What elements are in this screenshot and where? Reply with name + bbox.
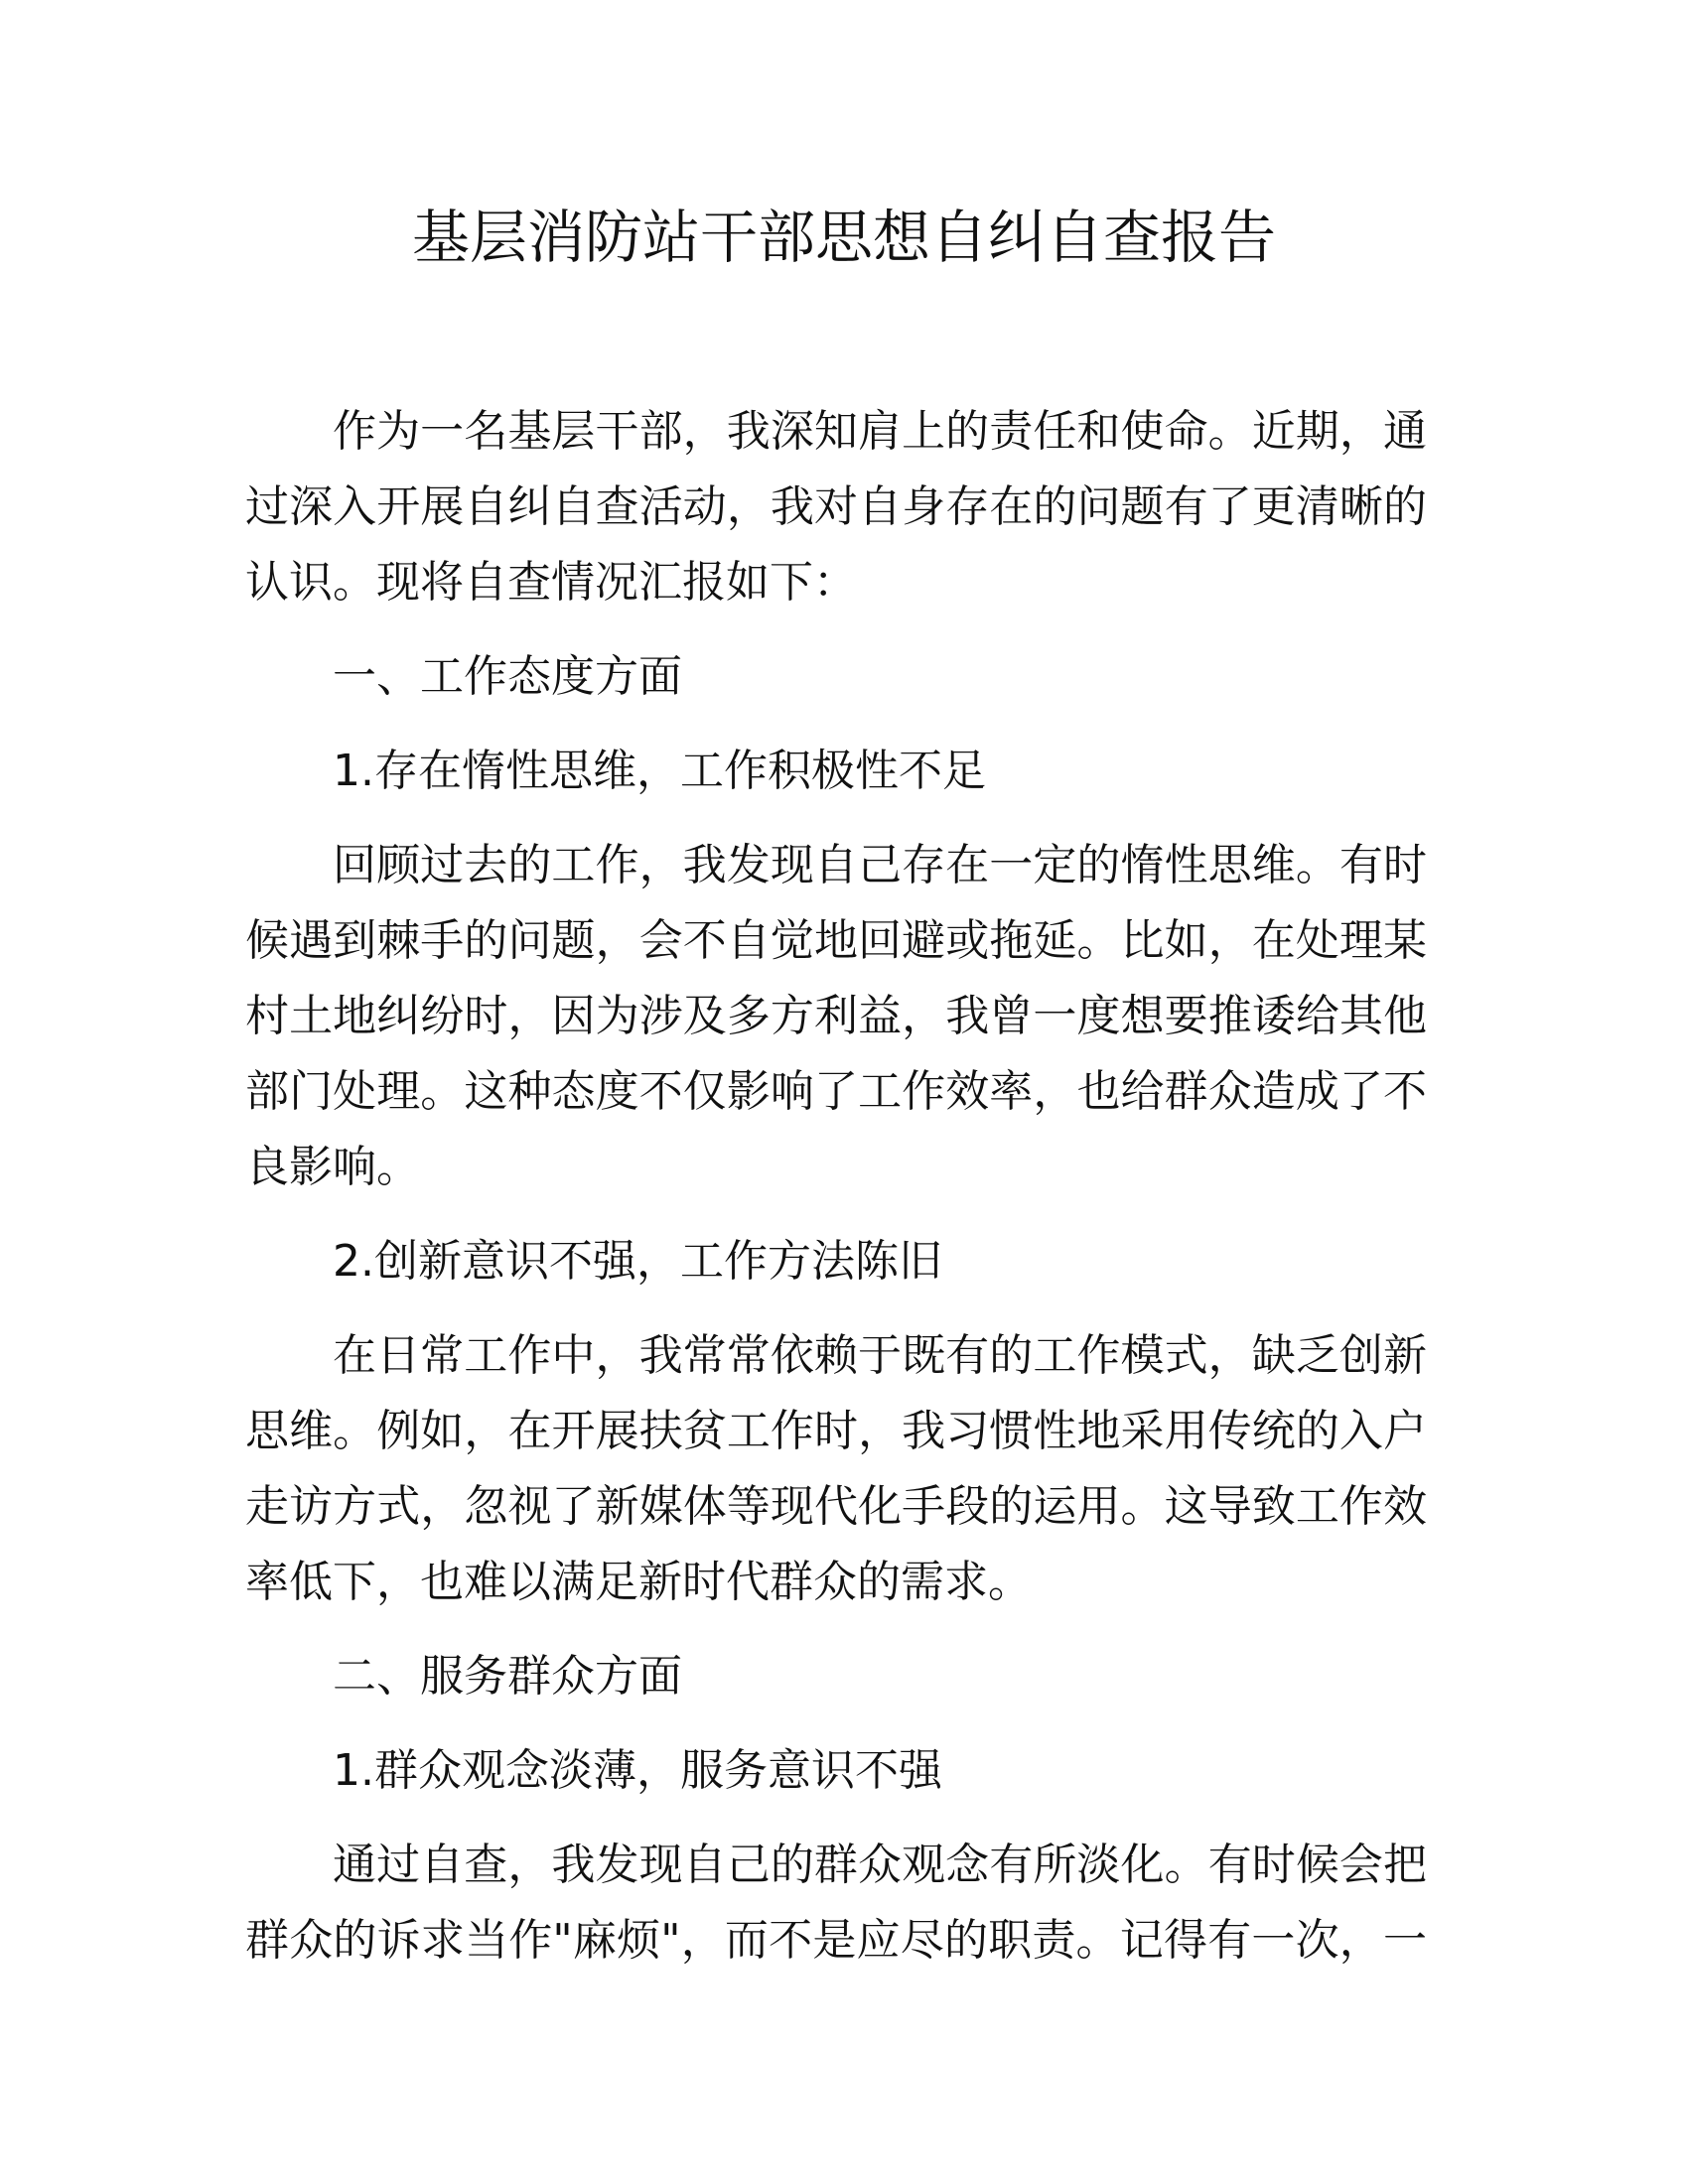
paragraph	[245, 828, 1427, 1205]
text-line: 群众的诉求当作"麻烦"，而不是应尽的职责。记得有一次，一	[245, 1915, 1427, 1966]
text-line: 回顾过去的工作，我发现自己存在一定的惰性思维。有时	[333, 840, 1427, 890]
text-line: 一、工作态度方面	[333, 651, 682, 702]
text-line: 思维。例如，在开展扶贫工作时，我习惯性地采用传统的入户	[245, 1406, 1427, 1456]
paragraph	[245, 639, 1427, 715]
document-body	[245, 394, 1427, 1997]
text-line: 二、服务群众方面	[333, 1651, 682, 1702]
paragraph	[245, 734, 1427, 809]
document-title: 基层消防站干部思想自纠自查报告	[411, 204, 1276, 271]
paragraph	[245, 1224, 1427, 1299]
paragraph	[245, 1639, 1427, 1714]
text-line: 走访方式，忽视了新媒体等现代化手段的运用。这导致工作效	[245, 1481, 1427, 1532]
text-line: 村土地纠纷时，因为涉及多方利益，我曾一度想要推诿给其他	[245, 991, 1427, 1041]
text-line: 部门处理。这种态度不仅影响了工作效率，也给群众造成了不	[245, 1066, 1427, 1117]
text-line: 通过自查，我发现自己的群众观念有所淡化。有时候会把	[333, 1840, 1427, 1890]
paragraph	[245, 1828, 1427, 1979]
text-line: 作为一名基层干部，我深知肩上的责任和使命。近期，通	[333, 406, 1427, 457]
text-line: 候遇到棘手的问题，会不自觉地回避或拖延。比如，在处理某	[245, 915, 1427, 966]
paragraph	[245, 1733, 1427, 1809]
text-line: 在日常工作中，我常常依赖于既有的工作模式，缺乏创新	[333, 1330, 1427, 1381]
text-line: 率低下，也难以满足新时代群众的需求。	[245, 1557, 1032, 1607]
paragraph	[245, 1318, 1427, 1620]
text-line: 1.存在惰性思维，工作积极性不足	[333, 746, 986, 796]
text-line: 良影响。	[245, 1142, 420, 1192]
paragraph	[245, 394, 1427, 620]
text-line: 认识。现将自查情况汇报如下：	[245, 557, 857, 608]
text-line: 1.群众观念淡薄，服务意识不强	[333, 1745, 942, 1796]
text-line: 2.创新意识不强，工作方法陈旧	[333, 1236, 942, 1287]
text-line: 过深入开展自纠自查活动，我对自身存在的问题有了更清晰的	[245, 481, 1427, 532]
